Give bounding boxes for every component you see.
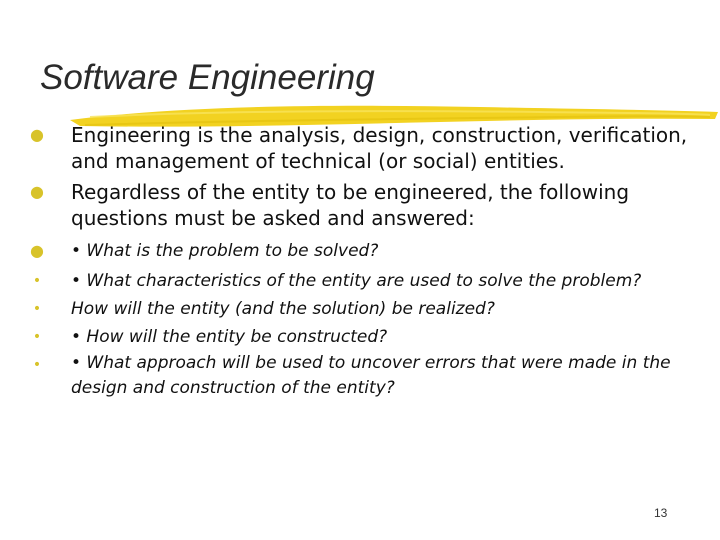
bullet-item	[30, 122, 690, 174]
bullet-dot-icon: •	[32, 329, 42, 345]
bullet-dot-icon: •	[32, 301, 42, 317]
bullet-dot-icon: •	[32, 357, 42, 373]
sub-bullet-item	[30, 237, 690, 265]
slide-title: Software Engineering	[40, 58, 375, 97]
page-number: 13	[654, 506, 668, 520]
sub-bullet-item	[30, 351, 690, 401]
bullet-list	[30, 122, 690, 401]
bullet-dot-icon: ●	[30, 241, 44, 260]
bullet-text: Regardless of the entity to be engineered, the following questions must be asked and answered:	[71, 180, 630, 230]
bullet-dot-icon: •	[32, 273, 42, 289]
sub-bullet-text: • How will the entity be constructed?	[71, 327, 388, 347]
bullet-dot-icon: ●	[30, 125, 44, 144]
bullet-dot-icon: ●	[30, 182, 44, 201]
sub-bullet-text: How will the entity (and the solution) be realized?	[71, 299, 495, 319]
sub-bullet-item	[30, 295, 690, 323]
sub-bullet-text: • What approach will be used to uncover errors that were made in the design and construction of the entity?	[71, 353, 671, 398]
sub-bullet-item	[30, 323, 690, 351]
sub-bullet-text: • What is the problem to be solved?	[71, 241, 379, 261]
sub-bullet-text: • What characteristics of the entity are used to solve the problem?	[71, 271, 642, 291]
bullet-item	[30, 179, 690, 231]
sub-bullet-item	[30, 267, 690, 295]
bullet-text: Engineering is the analysis, design, construction, verification, and management of technical (or social) entities.	[71, 123, 688, 173]
